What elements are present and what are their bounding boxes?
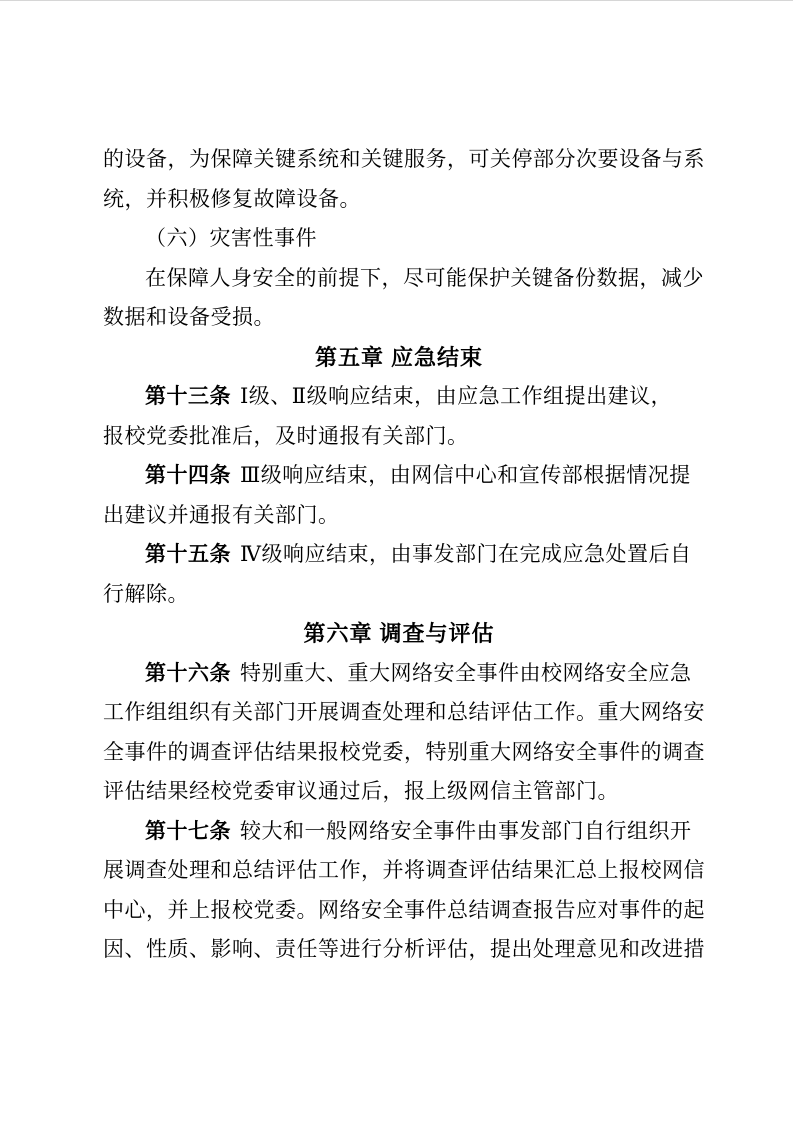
line-text: 中心，并上报校党委。网络安全事件总结调查报告应对事件的起: [103, 897, 705, 922]
document-line: [103, 772, 695, 812]
line-text: （六）灾害性事件: [145, 226, 317, 250]
line-text: 因、性质、影响、责任等进行分析评估，提出处理意见和改进措: [103, 937, 705, 961]
article-number-label: 第十四条: [145, 463, 231, 487]
document-line: [103, 693, 705, 733]
document-line: [103, 654, 695, 694]
line-text: 数据和设备受损。: [103, 305, 275, 329]
chapter-heading: [103, 614, 695, 654]
document-line: [103, 575, 695, 615]
line-text: 报校党委批准后，及时通报有关部门。: [103, 423, 469, 448]
document-line: [103, 298, 695, 338]
article-number-label: 第十三条: [145, 384, 231, 408]
document-line: [103, 219, 695, 259]
article-number-label: 第十五条: [145, 542, 231, 566]
document-line: [103, 851, 705, 891]
article-number-label: 第十六条: [145, 660, 231, 685]
document-line: [103, 496, 695, 536]
document-line: [103, 812, 695, 852]
document-line: [103, 456, 695, 496]
document-line: [103, 377, 695, 417]
document-line: [103, 180, 695, 220]
line-text: 第五章 应急结束: [314, 344, 484, 370]
document-line: [103, 259, 704, 299]
line-text: Ⅲ级响应结束，由网信中心和宣传部根据情况提: [240, 463, 691, 487]
line-text: 评估结果经校党委审议通过后，报上级网信主管部门。: [103, 779, 619, 803]
line-text: 展调查处理和总结评估工作，并将调查评估结果汇总上报校网信: [103, 858, 705, 882]
line-text: 特别重大、重大网络安全事件由校网络安全应急: [240, 660, 692, 685]
line-text: Ⅰ级、Ⅱ级响应结束，由应急工作组提出建议，: [240, 384, 673, 408]
document-line: [103, 535, 695, 575]
document-line: [103, 891, 705, 931]
line-text: 第六章 调查与评估: [303, 621, 495, 646]
document-line: [103, 930, 705, 970]
line-text: 的设备，为保障关键系统和关键服务，可关停部分次要设备与系: [103, 147, 705, 171]
chapter-heading: [103, 338, 695, 378]
line-text: Ⅳ级响应结束，由事发部门在完成应急处置后自: [240, 542, 692, 566]
article-number-label: 第十七条: [145, 818, 231, 843]
line-text: 出建议并通报有关部门。: [103, 502, 340, 527]
line-text: 工作组组织有关部门开展调查处理和总结评估工作。重大网络安: [103, 700, 705, 724]
document-text-block: [103, 140, 705, 970]
line-text: 在保障人身安全的前提下，尽可能保护关键备份数据，减少: [145, 265, 704, 290]
line-text: 行解除。: [103, 581, 189, 606]
document-line: [103, 140, 705, 180]
document-line: [103, 733, 705, 773]
line-text: 较大和一般网络安全事件由事发部门自行组织开: [240, 818, 692, 843]
document-line: [103, 417, 695, 457]
line-text: 全事件的调查评估结果报校党委，特别重大网络安全事件的调查: [103, 739, 705, 764]
line-text: 统，并积极修复故障设备。: [103, 186, 361, 211]
